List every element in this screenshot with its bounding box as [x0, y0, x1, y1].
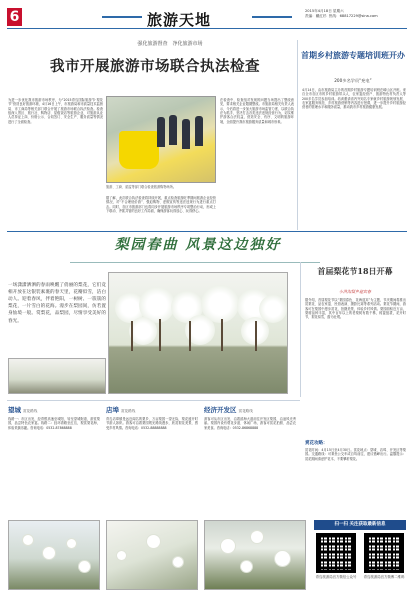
- feature-intro: 一场潇潇洒洒的春雨唤醒了俏丽的梨花，它们竞相开放在这银装素裹的春天里，花瓣似雪，洁白动人。迎着春风，伴着艳阳，一树树、一簇簇的梨花，一片雪白的花海。漫步在梨园间，仿若置身仙境一般。赏梨花，品梨园，尽情享受美好的春光。: [8, 283, 106, 324]
- tips-body: 赏花时间：4月15日至4月30日。赏花地点：望城、店埠、开发区等梨园。交通路线：可乘坐公交车或自驾前往，建议错峰出行。温馨提示：赏花期间请爱护花木，不要攀折梨花。: [305, 448, 406, 461]
- qr-caption: 青岛旅游局官方微博二维码: [363, 575, 405, 579]
- route-body: 线路一：市区出发，经青银高速至城阳，转至望城街道，游览梨园，品尝特色农家宴。线路二：经环湾路至红岛，观赏梨花海，体验采摘乐趣。咨询电话：0532-87868888: [8, 417, 100, 430]
- closeup-blossom-photo: [204, 520, 306, 590]
- sidebar-body: 4月14日，由市旅游局主办的首期乡村旅游专题培训班在崂山区开班。来自全市各区市的乡村旅游带头人、农家宴经营户、旅游特色村负责人等200多名学员参加培训。培训邀请省内外知名专家就乡村旅游规划发展、农家宴服务规范、乡村旅游营销等内容进行授课，进一步提升乡村旅游经营者的管理水平和服务质量，推动我市乡村旅游健康发展。: [302, 88, 406, 110]
- route-title: 经济开发区: [204, 406, 237, 414]
- blossom: [147, 535, 160, 548]
- blossom: [23, 535, 33, 545]
- page-number: 6: [7, 8, 22, 26]
- inspection-photo: [106, 96, 216, 183]
- sidebar-title: 首期乡村旅游专题培训班开办: [301, 50, 405, 60]
- tree-trunk: [221, 319, 223, 351]
- sidebar-subtitle: 200多名学员“充电”: [334, 78, 372, 83]
- blossom: [275, 551, 290, 566]
- issue-meta: [305, 9, 378, 20]
- route-heading: [204, 405, 253, 414]
- orchard-branch-photo: [106, 520, 198, 590]
- blossom: [67, 539, 76, 548]
- section-title: 旅游天地: [147, 11, 212, 29]
- tree-trunk: [131, 321, 133, 351]
- tree-trunk: [255, 321, 257, 351]
- festival-title: 首届梨花节18日开幕: [317, 266, 393, 276]
- tree-trunk: [159, 319, 161, 351]
- counter-stand: [119, 131, 159, 169]
- festival-body: 据介绍，首届梨花节以“梨园春色、花海迎宾”为主题，节庆期间将推出赏梨花、品农家宴、民俗表演、摄影比赛等系列活动。梨花节期间，游客可在梨园中漫步赏花，拍摄美景，体验乡村风情。梨园面积近万亩，梨树品种丰富，其中百年以上的老梨树有数千株，树姿挺拔，花开时节，梨花似雪，蔚为壮观。: [305, 298, 406, 320]
- inspector-figure: [169, 115, 177, 145]
- lead-column-3: 据了解，此次联合执法检查将持续开展，重点检查旅游旺季期间旅游企业经营情况，对“不合理低价游”、强迫购物、虚假宣传等违法违规行为进行重点打击。同时，各区市旅游部门也将同步开展旅游市场秩序专项整治行动，形成上下联动、齐抓共管的良好工作局面，确保游客玩得放心、玩得舒心。: [106, 196, 216, 213]
- blossom-tree: [129, 317, 157, 345]
- inspector-figure: [182, 119, 190, 149]
- festival-subtitle: 小洪沟梨乡迎宾春: [339, 289, 371, 294]
- route-heading: [106, 405, 135, 414]
- lead-column-2: 在检查中，检查组对发现的问题当场提出了整改意见，要求相关企业限期整改。市旅游局相关负责人表示，今后将进一步加大旅游市场监管力度，以联合执法为抓手，坚决打击各类违法违规经营行为，切实维护游客合法权益，营造安全、有序、文明的旅游环境，全面提升我市旅游服务质量和城市形象。: [220, 98, 294, 124]
- header-divider-right: [252, 16, 292, 18]
- banner-underline: [70, 262, 320, 263]
- route-subtitle: 赏花路线: [238, 409, 253, 413]
- blossom: [117, 551, 126, 560]
- qr-panel: [314, 520, 406, 592]
- photo-caption: 旅游、工商、质监等部门联合检查旅游购物场所。: [106, 185, 177, 189]
- blossom: [241, 561, 252, 572]
- route-body: 青岛店埠镇是远近闻名的梨乡，万亩梨园一望无际，梨花盛开时节游人如织。游客可沿着梨园观光路线漫步，欣赏梨花美景，感受乡村风情。咨询电话：0532-88888888: [106, 417, 198, 430]
- issue-date: 2015年4月18日 星期六: [305, 9, 344, 13]
- lead-headline: 我市开展旅游市场联合执法检查: [50, 58, 260, 75]
- feature-banner: 梨园春曲 风景这边独好: [114, 237, 282, 253]
- route-subtitle: 赏花路线: [23, 409, 38, 413]
- qr-title: 扫一扫 关注获取最新信息: [314, 520, 406, 530]
- inspector-figure: [157, 117, 165, 147]
- inspector-figure: [195, 116, 203, 146]
- lead-kicker: 强化旅游督查 净化旅游市场: [137, 41, 203, 47]
- blossom: [79, 561, 90, 572]
- blossom: [173, 557, 183, 567]
- page-header: [7, 6, 407, 29]
- column-divider: [297, 40, 298, 230]
- route-title: 店埠: [106, 406, 119, 414]
- blossom-photo: [8, 520, 100, 590]
- orchard-photo-small: [8, 358, 106, 394]
- section-rule: [7, 231, 407, 232]
- route-body: 游客可从市区出发，沿着滨海大道前往开发区梨园，沿途风光秀丽。梨园内设有观花步道、休闲广场，游客可赏花拍照、品尝农家美食。咨询电话：0532-86868888: [204, 417, 296, 430]
- route-heading: [8, 405, 37, 414]
- column-divider: [300, 262, 301, 397]
- editor-line: 责编：戴红杉 热线：68817229@sina.com: [305, 14, 378, 19]
- tips-heading: 赏花攻略：: [305, 441, 328, 446]
- blossom: [251, 531, 263, 543]
- qr-code-icon[interactable]: [316, 533, 356, 573]
- header-divider-left: [102, 16, 142, 18]
- blossom: [221, 539, 235, 553]
- qr-caption: 青岛旅游局官方微信公众号: [315, 575, 357, 579]
- lead-column-1: 为进一步优化我市旅游市场秩序，为“2015青岛国际旅游节·梨花节”营造良好旅游环境，4月16日上午，市旅游局和市质量技术监督局、市工商局等相关部门联合开展了旅游市场联合执法检查。检查组深入景区、旅行社、购物店、星级饭店等旅游企业，对旅游从业人员持证上岗、价格公示、合同签订、安全生产、服务质量等情况进行了全面检查。: [8, 98, 103, 124]
- qr-code-icon[interactable]: [364, 533, 404, 573]
- route-title: 望城: [8, 406, 21, 414]
- blossom: [43, 547, 55, 559]
- orchard-photo: [108, 272, 288, 394]
- route-subtitle: 赏花路线: [121, 409, 136, 413]
- section-rule: [7, 400, 300, 401]
- tree-trunk: [189, 321, 191, 351]
